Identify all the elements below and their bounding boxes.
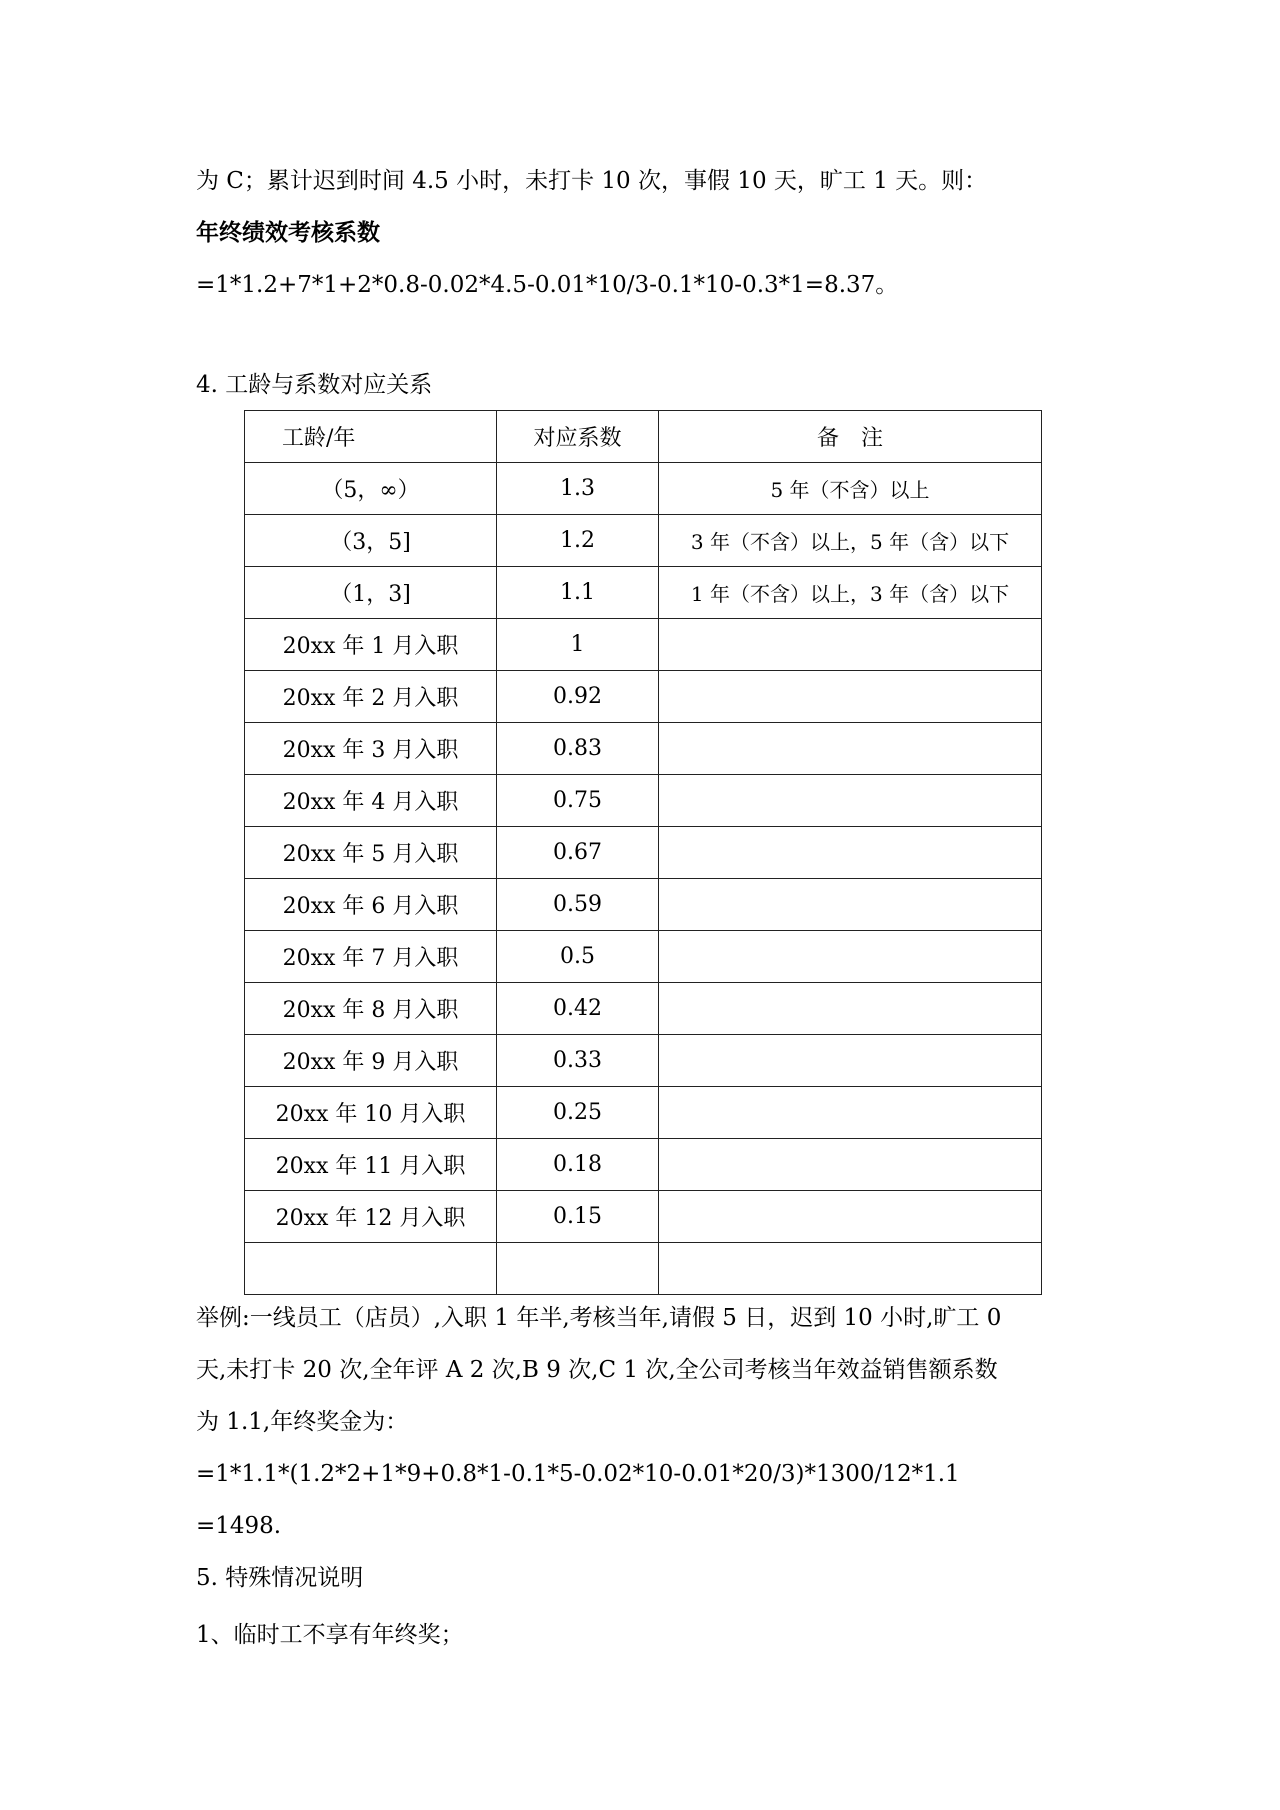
coefficient-cell: 0.42 [497, 983, 659, 1035]
table-row [245, 827, 1042, 879]
coefficient-formula: =1*1.2+7*1+2*0.8-0.02*4.5-0.01*10/3-0.1*10-0.3*1=8.37。 [196, 272, 899, 298]
section-4-title: 4. 工龄与系数对应关系 [196, 372, 433, 398]
note-cell [659, 1035, 1042, 1087]
note-cell [659, 1087, 1042, 1139]
example-text-1: 举例:一线员工（店员）,入职 1 年半,考核当年,请假 5 日，迟到 10 小时,旷工 0 [196, 1305, 1002, 1331]
special-case-item-1: 1、临时工不享有年终奖； [196, 1622, 464, 1648]
tenure-cell: 20xx 年 3 月入职 [245, 723, 497, 775]
section-5-title: 5. 特殊情况说明 [196, 1565, 364, 1591]
note-cell [659, 1191, 1042, 1243]
coefficient-cell: 1.3 [497, 463, 659, 515]
coefficient-cell: 1.1 [497, 567, 659, 619]
note-cell [659, 619, 1042, 671]
header-tenure: 工龄/年 [245, 411, 497, 463]
tenure-cell: 20xx 年 8 月入职 [245, 983, 497, 1035]
coefficient-cell: 0.83 [497, 723, 659, 775]
tenure-coefficient-table [244, 410, 1042, 1295]
coefficient-cell: 0.59 [497, 879, 659, 931]
note-cell [659, 827, 1042, 879]
tenure-cell: （5，∞） [245, 463, 497, 515]
coefficient-cell: 0.75 [497, 775, 659, 827]
example-text-3: 为 1.1,年终奖金为： [196, 1409, 409, 1435]
tenure-cell: 20xx 年 6 月入职 [245, 879, 497, 931]
coefficient-cell: 0.15 [497, 1191, 659, 1243]
note-cell [659, 879, 1042, 931]
example-result: =1498. [196, 1513, 282, 1539]
table-row [245, 567, 1042, 619]
tenure-cell: 20xx 年 7 月入职 [245, 931, 497, 983]
tenure-cell: 20xx 年 10 月入职 [245, 1087, 497, 1139]
table-row [245, 671, 1042, 723]
note-cell [659, 723, 1042, 775]
coefficient-cell: 0.25 [497, 1087, 659, 1139]
note-cell: 1 年（不含）以上，3 年（含）以下 [659, 567, 1042, 619]
table-row [245, 1139, 1042, 1191]
tenure-cell: 20xx 年 5 月入职 [245, 827, 497, 879]
intro-text: 为 C；累计迟到时间 4.5 小时，未打卡 10 次，事假 10 天，旷工 1 天。则： [196, 168, 988, 194]
table-row [245, 983, 1042, 1035]
coefficient-cell: 0.5 [497, 931, 659, 983]
note-cell [659, 775, 1042, 827]
tenure-cell: 20xx 年 1 月入职 [245, 619, 497, 671]
note-cell [659, 983, 1042, 1035]
tenure-cell: （1，3] [245, 567, 497, 619]
table-row [245, 775, 1042, 827]
table-header-row [245, 411, 1042, 463]
example-text-2: 天,未打卡 20 次,全年评 A 2 次,B 9 次,C 1 次,全公司考核当年效益销售额系数 [196, 1357, 998, 1383]
table-row [245, 1087, 1042, 1139]
tenure-cell: 20xx 年 11 月入职 [245, 1139, 497, 1191]
header-coefficient: 对应系数 [497, 411, 659, 463]
table-row [245, 463, 1042, 515]
coefficient-cell: 0.33 [497, 1035, 659, 1087]
table-row [245, 1035, 1042, 1087]
coefficient-cell: 0.67 [497, 827, 659, 879]
tenure-cell: 20xx 年 2 月入职 [245, 671, 497, 723]
coefficient-cell: 1.2 [497, 515, 659, 567]
tenure-cell [245, 1243, 497, 1295]
note-cell [659, 1139, 1042, 1191]
coefficient-cell [497, 1243, 659, 1295]
table-row [245, 619, 1042, 671]
note-cell [659, 671, 1042, 723]
example-formula: =1*1.1*(1.2*2+1*9+0.8*1-0.1*5-0.02*10-0.01*20/3)*1300/12*1.1 [196, 1461, 960, 1487]
note-cell: 3 年（不含）以上，5 年（含）以下 [659, 515, 1042, 567]
note-cell [659, 931, 1042, 983]
note-cell: 5 年（不含）以上 [659, 463, 1042, 515]
tenure-cell: （3，5] [245, 515, 497, 567]
tenure-cell: 20xx 年 4 月入职 [245, 775, 497, 827]
table-row [245, 879, 1042, 931]
header-note: 备 注 [659, 411, 1042, 463]
table-row [245, 515, 1042, 567]
coefficient-cell: 1 [497, 619, 659, 671]
table-row [245, 1243, 1042, 1295]
table-row [245, 1191, 1042, 1243]
coefficient-heading: 年终绩效考核系数 [196, 220, 380, 246]
table-row [245, 931, 1042, 983]
coefficient-cell: 0.18 [497, 1139, 659, 1191]
table-row [245, 723, 1042, 775]
note-cell [659, 1243, 1042, 1295]
tenure-cell: 20xx 年 9 月入职 [245, 1035, 497, 1087]
coefficient-cell: 0.92 [497, 671, 659, 723]
tenure-cell: 20xx 年 12 月入职 [245, 1191, 497, 1243]
